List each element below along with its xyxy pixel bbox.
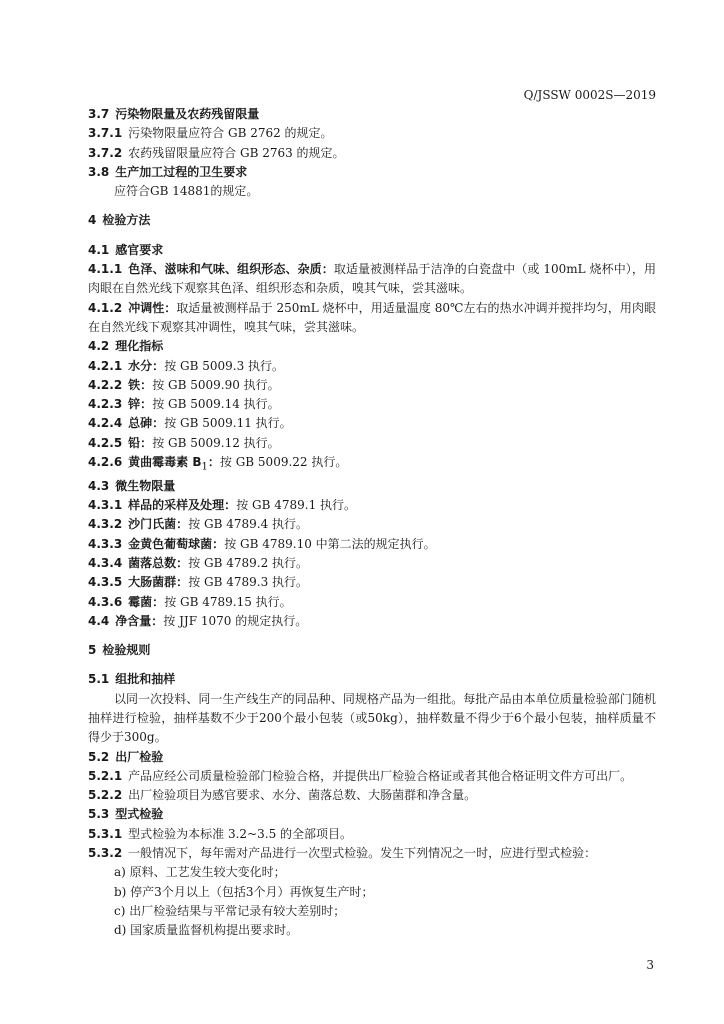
section-label: 净含量： <box>115 613 164 628</box>
clause-number: 4.2.3 <box>88 397 123 412</box>
clause-4-2-3 <box>88 395 656 414</box>
section-3-7-heading <box>88 105 656 124</box>
clause-label: 锌： <box>128 397 153 412</box>
section-number: 4.4 <box>88 613 110 628</box>
clause-4-3-2 <box>88 515 656 534</box>
section-3-8-heading <box>88 163 656 182</box>
clause-number: 4.2.1 <box>88 358 123 373</box>
clause-4-1-2 <box>88 299 656 338</box>
clause-4-3-5 <box>88 573 656 592</box>
clause-label: 菌落总数： <box>128 555 189 570</box>
section-title: 组批和抽样 <box>115 672 176 687</box>
section-5-3-heading <box>88 805 656 824</box>
clause-label: 冲调性： <box>128 300 177 315</box>
clause-text: 按 GB 4789.3 执行。 <box>188 575 309 590</box>
section-number: 4.1 <box>88 242 110 257</box>
clause-number: 4.3.3 <box>88 536 123 551</box>
list-item-d: d) 国家质量监督机构提出要求时。 <box>114 923 299 938</box>
document-body <box>88 105 656 941</box>
section-4-2-heading <box>88 337 656 356</box>
clause-text: 一般情况下，每年需对产品进行一次型式检验。发生下列情况之一时，应进行型式检验： <box>128 846 597 861</box>
clause-number: 4.2.4 <box>88 416 123 431</box>
chapter-5-heading <box>88 641 656 660</box>
clause-number: 4.2.6 <box>88 455 123 470</box>
clause-label: 总砷： <box>128 416 165 431</box>
chapter-title: 检验规则 <box>102 643 151 658</box>
clause-number: 5.3.1 <box>88 826 123 841</box>
list-item-b: b) 停产3个月以上（包括3个月）再恢复生产时； <box>114 884 374 899</box>
clause-text: 出厂检验项目为感官要求、水分、菌落总数、大肠菌群和净含量。 <box>128 788 477 803</box>
section-5-1-heading <box>88 670 656 689</box>
clause-4-2-1 <box>88 357 656 376</box>
clause-4-3-1 <box>88 496 656 515</box>
clause-text: 型式检验为本标准 3.2~3.5 的全部项目。 <box>128 826 353 841</box>
clause-label: 样品的采样及处理： <box>128 498 237 513</box>
section-number: 5.1 <box>88 672 110 687</box>
clause-4-3-4 <box>88 554 656 573</box>
clause-number: 4.3.1 <box>88 498 123 513</box>
clause-number: 4.1.1 <box>88 262 123 277</box>
clause-label-colon: ： <box>207 455 220 470</box>
clause-text: 取适量被测样品于洁净的白瓷盘中（或 100mL 烧杯中），用肉眼在自然光线下观察其色泽、组织形态和杂质，嗅其气味，尝其滋味。 <box>88 262 656 296</box>
clause-label: 沙门氏菌： <box>128 517 189 532</box>
chapter-title: 检验方法 <box>102 213 151 228</box>
clause-4-2-5 <box>88 434 656 453</box>
clause-text: 取适量被测样品于 250mL 烧杯中，用适量温度 80℃左右的热水冲调并搅拌均匀，用肉眼在自然光线下观察其冲调性，嗅其气味，尝其滋味。 <box>88 300 656 334</box>
clause-number: 4.2.5 <box>88 435 123 450</box>
clause-number: 5.2.1 <box>88 768 123 783</box>
clause-4-1-1 <box>88 260 656 299</box>
page-number: 3 <box>646 958 654 972</box>
clause-text: 产品应经公司质量检验部门检验合格，并提供出厂检验合格证或者其他合格证明文件方可出厂。 <box>128 768 633 783</box>
clause-4-3-3 <box>88 535 656 554</box>
clause-text: 按 GB 4789.4 执行。 <box>188 517 309 532</box>
clause-number: 3.7.2 <box>88 145 123 160</box>
clause-4-3-6 <box>88 593 656 612</box>
clause-label: 金黄色葡萄球菌： <box>128 536 225 551</box>
clause-4-2-4 <box>88 414 656 433</box>
clause-number: 4.2.2 <box>88 377 123 392</box>
clause-text: 污染物限量应符合 GB 2762 的规定。 <box>128 126 333 141</box>
clause-label: 铅： <box>128 435 153 450</box>
section-title: 污染物限量及农药残留限量 <box>115 107 260 121</box>
clause-label: 黄曲霉毒素 B <box>128 455 202 470</box>
section-number: 5.3 <box>88 807 110 822</box>
clause-label: 霉菌： <box>128 594 165 609</box>
clause-text: 按 GB 4789.1 执行。 <box>236 498 357 513</box>
clause-text: 按 GB 5009.14 执行。 <box>152 397 280 412</box>
clause-5-3-2 <box>88 844 656 863</box>
clause-label: 色泽、滋味和气味、组织形态、杂质： <box>128 262 334 277</box>
clause-number: 4.3.4 <box>88 555 123 570</box>
clause-number: 5.3.2 <box>88 846 123 861</box>
section-title: 微生物限量 <box>115 478 176 493</box>
clause-number: 4.3.2 <box>88 517 123 532</box>
clause-5-2-2 <box>88 786 656 805</box>
clause-3-7-2 <box>88 144 656 163</box>
section-title: 型式检验 <box>115 807 164 822</box>
section-title: 理化指标 <box>115 339 164 354</box>
section-number: 3.7 <box>88 107 110 121</box>
clause-5-3-1 <box>88 825 656 844</box>
list-item-a: a) 原料、工艺发生较大变化时； <box>114 865 286 880</box>
clause-text: 按 GB 4789.15 执行。 <box>164 594 292 609</box>
section-number: 3.8 <box>88 164 110 179</box>
clause-text: 按 GB 5009.90 执行。 <box>152 377 280 392</box>
document-code-header: Q/JSSW 0002S—2019 <box>523 88 656 102</box>
clause-text: 按 GB 5009.22 执行。 <box>219 455 348 470</box>
section-text: 按 JJF 1070 的规定执行。 <box>163 613 308 628</box>
paragraph-5-1: 以同一次投料、同一生产线生产的同品种、同规格产品为一组批。每批产品由本单位质量检验部门随机抽样进行检验，抽样基数不少于200个最小包装（或50kg），抽样数量不得少于6个最小包装，抽样质量不得少于300g。 <box>88 691 656 745</box>
section-5-2-heading <box>88 748 656 767</box>
clause-text: 按 GB 5009.11 执行。 <box>164 416 292 431</box>
section-4-3-heading <box>88 477 656 496</box>
clause-number: 3.7.1 <box>88 126 123 141</box>
chapter-number: 4 <box>88 213 97 228</box>
clause-label: 大肠菌群： <box>128 575 189 590</box>
subscript: 1 <box>201 461 208 473</box>
clause-text: 按 GB 5009.12 执行。 <box>152 435 280 450</box>
clause-5-2-1 <box>88 767 656 786</box>
section-number: 4.3 <box>88 478 110 493</box>
clause-label: 水分： <box>128 358 165 373</box>
section-number: 5.2 <box>88 749 110 764</box>
clause-number: 5.2.2 <box>88 788 123 803</box>
section-title: 生产加工过程的卫生要求 <box>115 164 248 179</box>
clause-text: 按 GB 4789.10 中第二法的规定执行。 <box>224 536 436 551</box>
paragraph-3-8: 应符合GB 14881的规定。 <box>114 184 259 199</box>
clause-number: 4.1.2 <box>88 300 123 315</box>
clause-text: 农药残留限量应符合 GB 2763 的规定。 <box>128 145 345 160</box>
clause-4-2-2 <box>88 376 656 395</box>
clause-label: 铁： <box>128 377 153 392</box>
clause-4-2-6 <box>88 453 656 477</box>
chapter-number: 5 <box>88 643 97 658</box>
section-4-1-heading <box>88 241 656 260</box>
clause-3-7-1 <box>88 124 656 143</box>
list-item-c: c) 出厂检验结果与平常记录有较大差别时； <box>114 903 346 918</box>
section-4-4 <box>88 612 656 631</box>
clause-text: 按 GB 5009.3 执行。 <box>164 358 285 373</box>
clause-number: 4.3.6 <box>88 594 123 609</box>
clause-text: 按 GB 4789.2 执行。 <box>188 555 309 570</box>
chapter-4-heading <box>88 211 656 230</box>
section-title: 感官要求 <box>115 242 164 257</box>
clause-number: 4.3.5 <box>88 575 123 590</box>
section-number: 4.2 <box>88 339 110 354</box>
section-title: 出厂检验 <box>115 749 164 764</box>
